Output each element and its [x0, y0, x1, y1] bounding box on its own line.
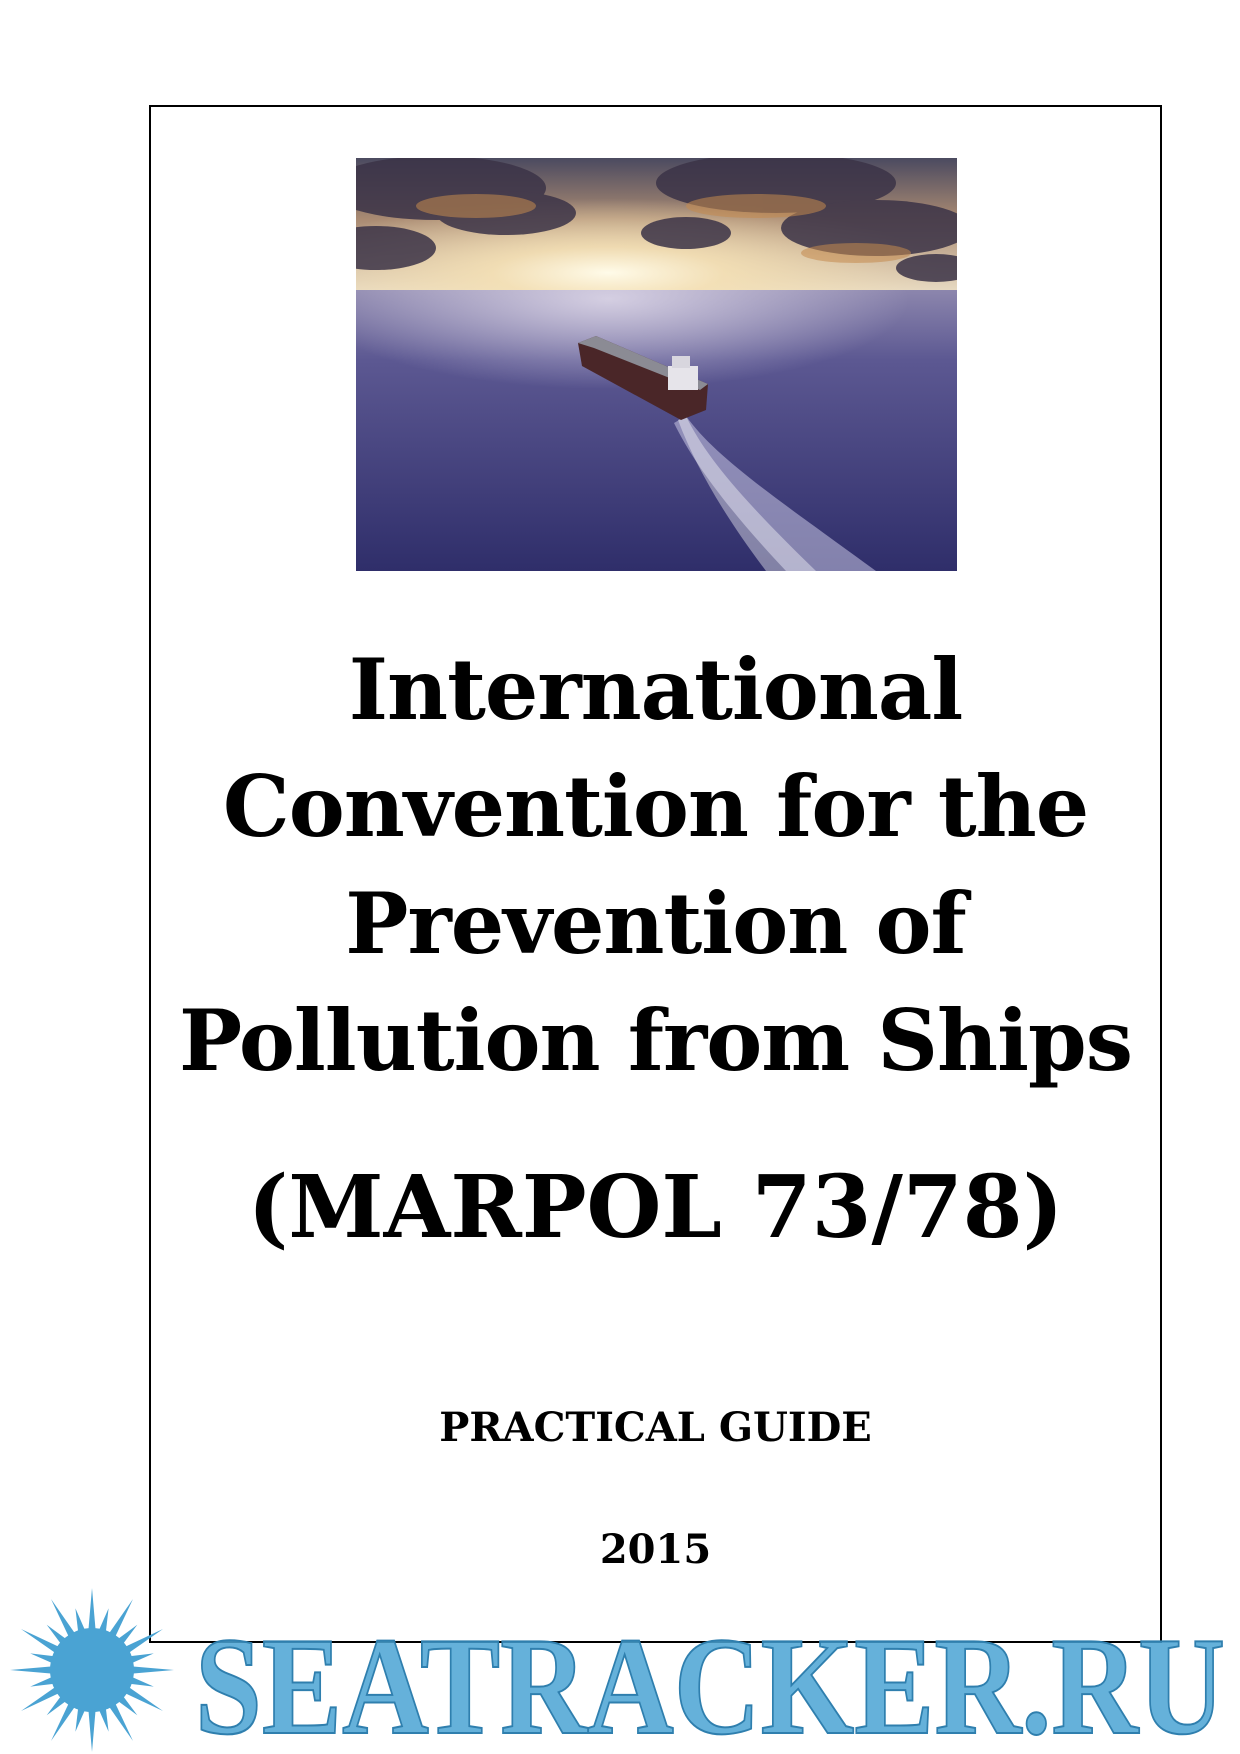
- sun-ray: [99, 1608, 109, 1632]
- sun-ray: [130, 1677, 154, 1687]
- sun-ray: [130, 1653, 154, 1663]
- sun-ray: [88, 1588, 95, 1630]
- sun-ray: [10, 1666, 52, 1673]
- sun-ray: [30, 1677, 54, 1687]
- sun-ray: [88, 1710, 95, 1752]
- title-line-2: Convention for the: [222, 757, 1089, 856]
- title-line-3: Prevention of: [345, 874, 966, 973]
- watermark-text: SEATRACKER.RU: [195, 1609, 1225, 1754]
- sun-ray: [132, 1666, 174, 1673]
- sun-ray: [99, 1708, 109, 1732]
- sun-ray: [75, 1708, 85, 1732]
- marpol-subtitle: (MARPOL 73/78): [247, 1157, 1064, 1258]
- publication-year: 2015: [599, 1526, 712, 1573]
- watermark: [0, 1555, 1240, 1754]
- practical-guide-label: PRACTICAL GUIDE: [439, 1404, 872, 1451]
- title-line-4: Pollution from Ships: [178, 991, 1133, 1090]
- title-line-1: International: [348, 640, 963, 739]
- sun-icon: [10, 1588, 174, 1752]
- sun-ray: [30, 1653, 54, 1663]
- cover-photo-ship-at-sea: [356, 158, 957, 571]
- sun-ray: [75, 1608, 85, 1632]
